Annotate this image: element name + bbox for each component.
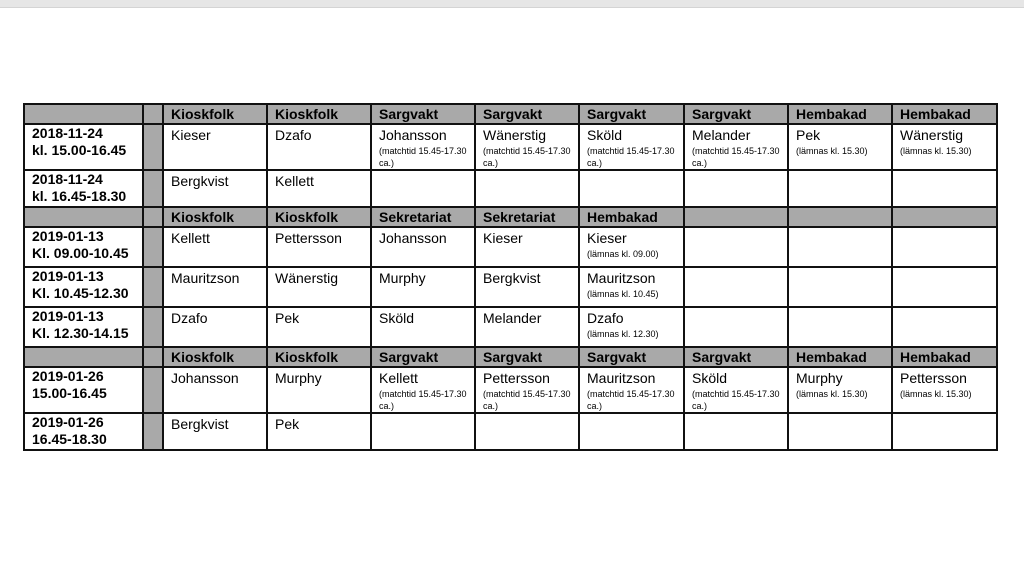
person-name: Pettersson <box>483 370 550 386</box>
column-header: Kioskfolk <box>163 104 267 124</box>
person-name: Pek <box>796 127 821 143</box>
person-name: Murphy <box>796 370 843 386</box>
column-header: Kioskfolk <box>267 347 371 367</box>
column-header: Sargvakt <box>684 104 788 124</box>
assignment-cell <box>475 227 579 267</box>
assignment-cell <box>475 307 579 347</box>
column-header: Sargvakt <box>684 347 788 367</box>
shift-row <box>24 413 997 450</box>
person-name <box>692 414 787 416</box>
assignment-cell <box>684 413 788 450</box>
assignment-cell <box>579 124 684 170</box>
assignment-cell <box>788 413 892 450</box>
person-name <box>483 414 578 416</box>
person-name: Johansson <box>379 127 447 143</box>
column-header: Sargvakt <box>371 104 475 124</box>
person-name <box>692 308 787 310</box>
person-name: Kellett <box>379 370 418 386</box>
person-name <box>900 308 996 310</box>
shift-note: (lämnas kl. 15.30) <box>900 146 972 156</box>
assignment-cell <box>579 367 684 413</box>
person-name <box>692 228 787 230</box>
person-name: Melander <box>692 127 751 143</box>
spacer-cell <box>143 367 163 413</box>
column-header: Hembakad <box>579 207 684 227</box>
shift-time: 15.00-16.45 <box>32 385 107 401</box>
shift-time: Kl. 09.00-10.45 <box>32 245 129 261</box>
schedule-table <box>23 103 998 451</box>
assignment-cell <box>163 367 267 413</box>
schedule-body <box>24 104 997 450</box>
shift-note: (lämnas kl. 15.30) <box>900 389 972 399</box>
person-name: Bergkvist <box>171 416 229 432</box>
shift-note: (matchtid 15.45-17.30 ca.) <box>587 389 675 411</box>
shift-date: 2019-01-26 <box>32 368 104 384</box>
spacer-cell <box>143 347 163 367</box>
assignment-cell <box>267 227 371 267</box>
person-name: Dzafo <box>275 127 312 143</box>
assignment-cell <box>579 413 684 450</box>
shift-date: 2019-01-13 <box>32 268 104 284</box>
shift-note: (lämnas kl. 09.00) <box>587 249 659 259</box>
column-header: Kioskfolk <box>267 104 371 124</box>
person-name <box>900 268 996 270</box>
shift-note: (matchtid 15.45-17.30 ca.) <box>587 146 675 168</box>
person-name: Kieser <box>171 127 211 143</box>
assignment-cell <box>579 307 684 347</box>
person-name <box>900 414 996 416</box>
assignment-cell <box>475 170 579 207</box>
date-cell <box>24 367 143 413</box>
shift-time: Kl. 10.45-12.30 <box>32 285 129 301</box>
person-name: Wänerstig <box>483 127 547 143</box>
spacer-cell <box>143 307 163 347</box>
shift-row <box>24 227 997 267</box>
assignment-cell <box>371 227 475 267</box>
assignment-cell <box>579 170 684 207</box>
column-header <box>684 207 788 227</box>
assignment-cell <box>267 267 371 307</box>
assignment-cell <box>788 227 892 267</box>
person-name: Dzafo <box>587 310 624 326</box>
header-blank-cell <box>24 347 143 367</box>
assignment-cell <box>684 367 788 413</box>
assignment-cell <box>267 124 371 170</box>
column-header: Sekretariat <box>475 207 579 227</box>
person-name: Murphy <box>275 370 322 386</box>
date-cell <box>24 307 143 347</box>
shift-row <box>24 124 997 170</box>
column-header <box>788 207 892 227</box>
assignment-cell <box>371 307 475 347</box>
header-row <box>24 104 997 124</box>
shift-note: (matchtid 15.45-17.30 ca.) <box>692 146 780 168</box>
assignment-cell <box>371 267 475 307</box>
shift-note: (lämnas kl. 15.30) <box>796 146 868 156</box>
person-name <box>692 268 787 270</box>
assignment-cell <box>892 413 997 450</box>
person-name: Sköld <box>587 127 623 143</box>
assignment-cell <box>788 267 892 307</box>
shift-time: 16.45-18.30 <box>32 431 107 447</box>
assignment-cell <box>163 227 267 267</box>
person-name: Mauritzson <box>587 270 656 286</box>
assignment-cell <box>788 307 892 347</box>
spacer-cell <box>143 124 163 170</box>
person-name: Wänerstig <box>275 270 339 286</box>
assignment-cell <box>788 124 892 170</box>
shift-row <box>24 170 997 207</box>
spacer-cell <box>143 104 163 124</box>
header-row <box>24 347 997 367</box>
column-header: Hembakad <box>892 104 997 124</box>
shift-time: Kl. 12.30-14.15 <box>32 325 129 341</box>
person-name: Bergkvist <box>483 270 541 286</box>
person-name <box>483 171 578 173</box>
shift-row <box>24 267 997 307</box>
person-name: Johansson <box>379 230 447 246</box>
shift-date: 2019-01-13 <box>32 228 104 244</box>
column-header: Kioskfolk <box>163 207 267 227</box>
date-cell <box>24 170 143 207</box>
person-name: Johansson <box>171 370 239 386</box>
assignment-cell <box>684 267 788 307</box>
person-name: Mauritzson <box>587 370 656 386</box>
column-header: Sargvakt <box>475 347 579 367</box>
assignment-cell <box>579 227 684 267</box>
person-name: Dzafo <box>171 310 208 326</box>
shift-row <box>24 367 997 413</box>
column-header: Sargvakt <box>475 104 579 124</box>
assignment-cell <box>475 413 579 450</box>
person-name <box>796 268 891 270</box>
date-cell <box>24 413 143 450</box>
assignment-cell <box>371 367 475 413</box>
assignment-cell <box>892 170 997 207</box>
assignment-cell <box>475 267 579 307</box>
column-header: Hembakad <box>892 347 997 367</box>
header-row <box>24 207 997 227</box>
person-name: Pettersson <box>275 230 342 246</box>
shift-time: kl. 15.00-16.45 <box>32 142 127 158</box>
person-name: Murphy <box>379 270 426 286</box>
shift-note: (lämnas kl. 15.30) <box>796 389 868 399</box>
assignment-cell <box>892 227 997 267</box>
column-header: Sargvakt <box>579 104 684 124</box>
assignment-cell <box>892 367 997 413</box>
person-name: Kieser <box>587 230 627 246</box>
header-blank-cell <box>24 207 143 227</box>
assignment-cell <box>267 367 371 413</box>
assignment-cell <box>788 170 892 207</box>
person-name <box>796 414 891 416</box>
shift-note: (lämnas kl. 10.45) <box>587 289 659 299</box>
column-header: Sargvakt <box>579 347 684 367</box>
shift-date: 2018-11-24 <box>32 125 103 141</box>
person-name: Wänerstig <box>900 127 964 143</box>
person-name <box>692 171 787 173</box>
column-header: Sekretariat <box>371 207 475 227</box>
shift-date: 2019-01-13 <box>32 308 104 324</box>
column-header: Hembakad <box>788 347 892 367</box>
spacer-cell <box>143 207 163 227</box>
assignment-cell <box>163 170 267 207</box>
assignment-cell <box>684 227 788 267</box>
assignment-cell <box>163 124 267 170</box>
assignment-cell <box>579 267 684 307</box>
assignment-cell <box>371 124 475 170</box>
assignment-cell <box>371 170 475 207</box>
shift-note: (matchtid 15.45-17.30 ca.) <box>483 389 571 411</box>
shift-note: (lämnas kl. 12.30) <box>587 329 659 339</box>
person-name: Pek <box>275 310 300 326</box>
person-name: Kellett <box>171 230 210 246</box>
shift-note: (matchtid 15.45-17.30 ca.) <box>379 389 467 411</box>
person-name <box>587 171 683 173</box>
assignment-cell <box>684 307 788 347</box>
shift-time: kl. 16.45-18.30 <box>32 188 127 204</box>
person-name: Sköld <box>379 310 415 326</box>
assignment-cell <box>475 124 579 170</box>
person-name: Sköld <box>692 370 728 386</box>
assignment-cell <box>684 124 788 170</box>
assignment-cell <box>163 267 267 307</box>
assignment-cell <box>267 307 371 347</box>
person-name <box>379 171 474 173</box>
shift-note: (matchtid 15.45-17.30 ca.) <box>379 146 467 168</box>
person-name <box>796 228 891 230</box>
person-name <box>587 414 683 416</box>
column-header: Hembakad <box>788 104 892 124</box>
person-name: Mauritzson <box>171 270 240 286</box>
shift-note: (matchtid 15.45-17.30 ca.) <box>483 146 571 168</box>
column-header: Kioskfolk <box>163 347 267 367</box>
spacer-cell <box>143 267 163 307</box>
column-header: Sargvakt <box>371 347 475 367</box>
shift-date: 2019-01-26 <box>32 414 104 430</box>
column-header: Kioskfolk <box>267 207 371 227</box>
spacer-cell <box>143 227 163 267</box>
person-name <box>796 308 891 310</box>
person-name <box>900 171 996 173</box>
date-cell <box>24 124 143 170</box>
person-name <box>796 171 891 173</box>
assignment-cell <box>788 367 892 413</box>
assignment-cell <box>684 170 788 207</box>
date-cell <box>24 267 143 307</box>
person-name: Melander <box>483 310 542 326</box>
person-name: Kieser <box>483 230 523 246</box>
assignment-cell <box>163 307 267 347</box>
assignment-cell <box>892 307 997 347</box>
person-name: Bergkvist <box>171 173 229 189</box>
shift-date: 2018-11-24 <box>32 171 103 187</box>
top-border <box>0 0 1024 8</box>
shift-note: (matchtid 15.45-17.30 ca.) <box>692 389 780 411</box>
person-name: Kellett <box>275 173 314 189</box>
spacer-cell <box>143 170 163 207</box>
spacer-cell <box>143 413 163 450</box>
column-header <box>892 207 997 227</box>
assignment-cell <box>267 170 371 207</box>
person-name: Pek <box>275 416 300 432</box>
shift-row <box>24 307 997 347</box>
assignment-cell <box>163 413 267 450</box>
person-name <box>379 414 474 416</box>
assignment-cell <box>371 413 475 450</box>
assignment-cell <box>267 413 371 450</box>
date-cell <box>24 227 143 267</box>
assignment-cell <box>475 367 579 413</box>
person-name: Pettersson <box>900 370 967 386</box>
header-blank-cell <box>24 104 143 124</box>
assignment-cell <box>892 124 997 170</box>
person-name <box>900 228 996 230</box>
assignment-cell <box>892 267 997 307</box>
